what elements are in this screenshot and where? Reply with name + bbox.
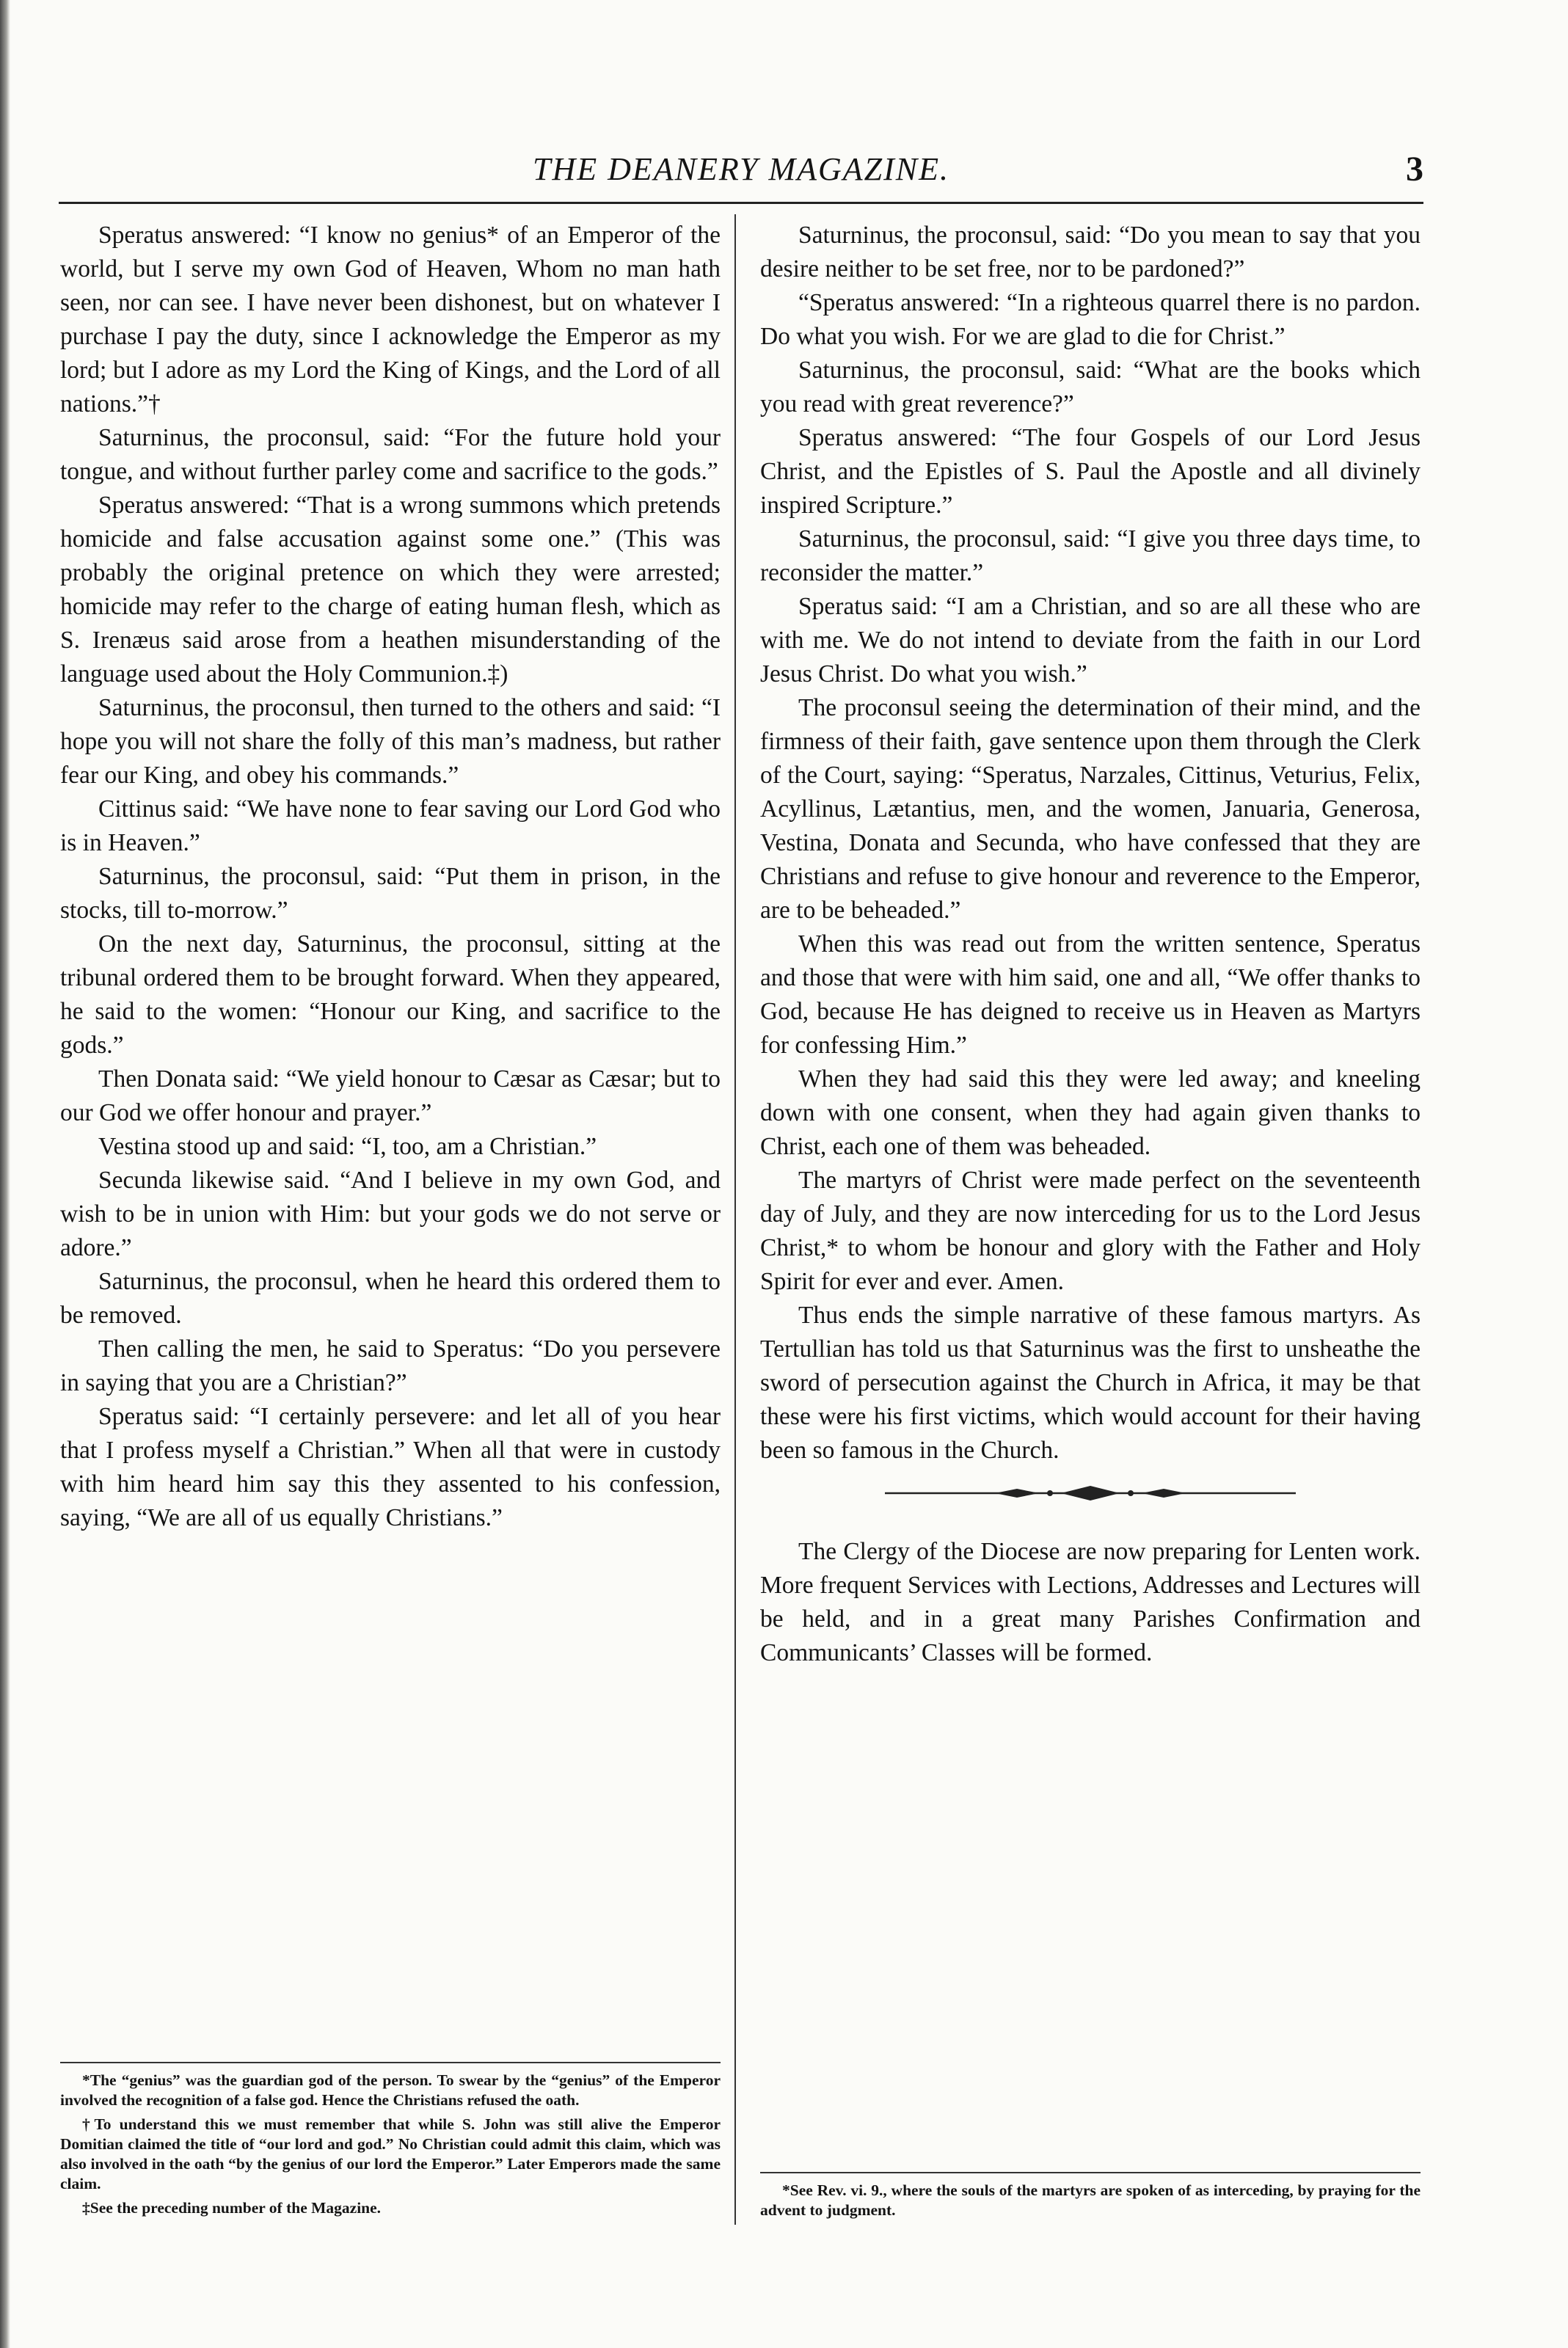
paragraph: When they had said this they were led away; and kneeling down with one consent, when they had again given thanks to Christ, each one of them was beheaded.: [760, 1065, 1421, 1160]
book-spine-shadow: [0, 0, 10, 2348]
paragraph: Saturninus, the proconsul, when he heard this ordered them to be removed.: [60, 1268, 721, 1329]
paragraph: Cittinus said: “We have none to fear saving our Lord God who is in Heaven.”: [60, 795, 721, 856]
paragraph: Thus ends the simple narrative of these famous martyrs. As Tertullian has told us that Saturninus was the first to unsheathe the sword of persecution against the Church in Africa, it may be that these were his first victims, which would account for their having been so famous in the Church.: [760, 1302, 1421, 1464]
divider-ornament-icon: [885, 1482, 1296, 1504]
paragraph: The martyrs of Christ were made perfect on the seventeenth day of July, and they are now interceding for us to the Lord Jesus Christ,* to whom be honour and glory with the Father and Holy Spirit for ever and ever. Amen.: [760, 1167, 1421, 1295]
running-header: [59, 150, 1423, 194]
paragraph: Speratus answered: “I know no genius* of an Emperor of the world, but I serve my own God of Heaven, Whom no man hath seen, nor can see. I have never been dishonest, but on whatever I purchase I pay the duty, since I acknowledge the Emperor as my lord; but I adore as my Lord the King of Kings, and the Lord of all nations.”†: [60, 222, 721, 418]
paragraph: Speratus answered: “The four Gospels of our Lord Jesus Christ, and the Epistles of S. Paul the Apostle and all divinely inspired Scripture.”: [760, 424, 1421, 519]
left-column: [60, 219, 721, 1535]
paragraph: Saturninus, the proconsul, said: “I give you three days time, to reconsider the matter.”: [760, 525, 1421, 586]
paragraph: Saturninus, the proconsul, said: “For the future hold your tongue, and without further parley come and sacrifice to the gods.”: [60, 424, 721, 485]
paragraph: On the next day, Saturninus, the proconsul, sitting at the tribunal ordered them to be brought forward. When they appeared, he said to the women: “Honour our King, and sacrifice to the gods.”: [60, 930, 721, 1059]
right-footnotes: [760, 2172, 1421, 2225]
footnote-rule: [60, 2062, 721, 2063]
footnote: ‡See the preceding number of the Magazine.: [82, 2199, 382, 2217]
footnote: *See Rev. vi. 9., where the souls of the martyrs are spoken of as interceding, by praying for the advent to judgment.: [760, 2181, 1421, 2219]
paragraph: Speratus said: “I am a Christian, and so are all these who are with me. We do not intend to deviate from the faith in our Lord Jesus Christ. Do what you wish.”: [760, 593, 1421, 688]
page-number: 3: [1406, 150, 1423, 189]
paragraph: Saturninus, the proconsul, said: “Do you mean to say that you desire neither to be set free, nor to be pardoned?”: [760, 222, 1421, 282]
page-title: THE DEANERY MAGAZINE.: [533, 151, 949, 187]
paragraph: Secunda likewise said. “And I believe in my own God, and wish to be in union with Him: but your gods we do not serve or adore.”: [60, 1167, 721, 1261]
header-rule: [59, 202, 1423, 204]
paragraph: Speratus said: “I certainly persevere: and let all of you hear that I profess myself a Christian.” When all that were in custody with him heard him say this they assented to his confession, saying, “We are all of us equally Christians.”: [60, 1403, 721, 1531]
paragraph: The proconsul seeing the determination of their mind, and the firmness of their faith, gave sentence upon them through the Clerk of the Court, saying: “Speratus, Narzales, Cittinus, Veturius, Felix, Acyllinus, Lætantius, men, and the women, Januaria, Generosa, Vestina, Donata and Secunda, who have confessed that they are Christians and refuse to give honour and reverence to the Emperor, are to be beheaded.”: [760, 694, 1421, 924]
paragraph: Vestina stood up and said: “I, too, am a Christian.”: [98, 1133, 597, 1160]
paragraph: Saturninus, the proconsul, then turned to the others and said: “I hope you will not share the folly of this man’s madness, but rather fear our King, and obey his commands.”: [60, 694, 721, 789]
paragraph: Saturninus, the proconsul, said: “Put them in prison, in the stocks, till to-morrow.”: [60, 863, 721, 924]
paragraph: “Speratus answered: “In a righteous quarrel there is no pardon. Do what you wish. For we are glad to die for Christ.”: [760, 289, 1421, 350]
paragraph: When this was read out from the written sentence, Speratus and those that were with him said, one and all, “We offer thanks to God, because He has deigned to receive us in Heaven as Martyrs for confessing Him.”: [760, 930, 1421, 1059]
right-column: [760, 219, 1421, 1670]
paragraph: Then calling the men, he said to Speratus: “Do you persevere in saying that you are a Christian?”: [60, 1335, 721, 1396]
footnote: †To understand this we must remember that while S. John was still alive the Emperor Domitian claimed the title of “our lord and god.” No Christian could admit this claim, which was also involved in the oath “by the genius of our lord the Emperor.” Later Emperors made the same claim.: [60, 2115, 721, 2192]
footnote: *The “genius” was the guardian god of the person. To swear by the “genius” of the Emperor involved the recognition of a false god. Hence the Christians refused the oath.: [60, 2071, 721, 2109]
lenten-notice: The Clergy of the Diocese are now preparing for Lenten work. More frequent Services with Lections, Addresses and Lectures will be held, and in a great many Parishes Confirmation and Communicants’ Classes will be formed.: [760, 1538, 1421, 1666]
paragraph: Speratus answered: “That is a wrong summons which pretends homicide and false accusation against some one.” (This was probably the original pretence on which they were arrested; homicide may refer to the charge of eating human flesh, which as S. Irenæus said arose from a heathen misunderstanding of the language used about the Holy Communion.‡): [60, 492, 721, 688]
paragraph: Saturninus, the proconsul, said: “What are the books which you read with great reverence?”: [760, 357, 1421, 418]
paragraph: Then Donata said: “We yield honour to Cæsar as Cæsar; but to our God we offer honour and prayer.”: [60, 1065, 721, 1126]
left-footnotes: [60, 2062, 721, 2223]
column-divider: [734, 214, 736, 2225]
footnote-rule: [760, 2172, 1421, 2173]
